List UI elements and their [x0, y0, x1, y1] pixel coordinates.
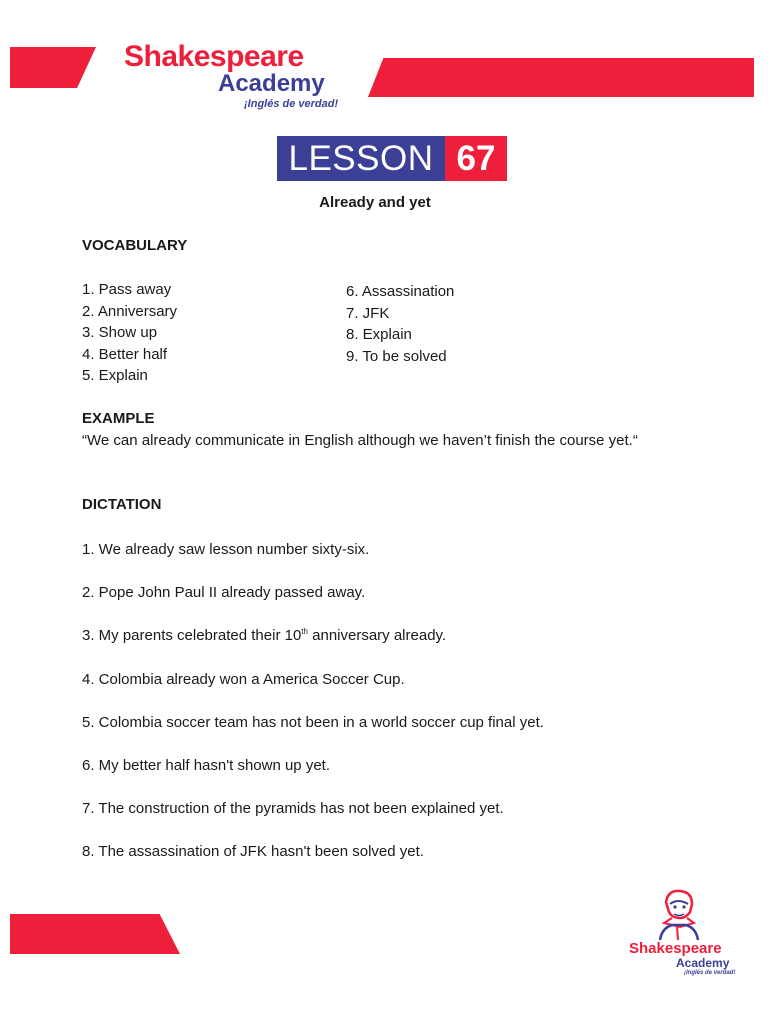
vocabulary-list-left: [82, 279, 177, 387]
header-logo: [124, 40, 339, 114]
dictation-item-text-end: anniversary already.: [307, 627, 447, 644]
dictation-item: 2. Pope John Paul II already passed away.: [82, 584, 366, 601]
bottom-left-red-band: [10, 914, 180, 954]
logo-tagline: ¡Inglés de verdad!: [244, 98, 339, 110]
top-right-red-band: [368, 58, 754, 97]
dictation-item: 8. The assassination of JFK hasn't been solved yet.: [82, 843, 424, 860]
dictation-item: 4. Colombia already won a America Soccer Cup.: [82, 671, 405, 688]
list-item: 7. JFK: [346, 304, 390, 322]
list-item: 1. Pass away: [82, 281, 172, 298]
footer-logo-academy: Academy: [676, 956, 730, 970]
footer-logo-shakespeare: Shakespeare: [629, 940, 722, 957]
footer-logo: [624, 888, 736, 980]
lesson-label: LESSON: [277, 136, 445, 181]
list-item: 8. Explain: [346, 326, 412, 344]
lesson-badge: [277, 136, 507, 181]
vocabulary-heading: VOCABULARY: [82, 237, 188, 254]
dictation-item: 5. Colombia soccer team has not been in a world soccer cup final yet.: [82, 714, 544, 731]
lesson-number: 67: [445, 136, 507, 181]
footer-logo-tagline: ¡Inglés de verdad!: [684, 970, 736, 976]
logo-name-academy: Academy: [218, 70, 325, 97]
example-sentence: “We can already communicate in English although we haven’t finish the course yet.“: [82, 432, 638, 449]
ordinal-suffix: th: [301, 627, 308, 636]
list-item: 6. Assassination: [346, 283, 455, 300]
dictation-item: 6. My better half hasn't shown up yet.: [82, 757, 330, 774]
vocabulary-list-right: [346, 281, 454, 367]
dictation-heading: DICTATION: [82, 496, 162, 513]
list-item: 2. Anniversary: [82, 302, 178, 320]
list-item: 3. Show up: [82, 324, 158, 342]
logo-name-shakespeare: Shakespeare: [124, 40, 304, 73]
dictation-item: [82, 625, 446, 647]
list-item: 5. Explain: [82, 367, 148, 385]
list-item: 4. Better half: [82, 345, 168, 363]
top-left-red-band: [10, 47, 96, 88]
dictation-item: 7. The construction of the pyramids has not been explained yet.: [82, 800, 504, 817]
list-item: 9. To be solved: [346, 347, 447, 365]
dictation-item-text: 3. My parents celebrated their 10: [82, 627, 302, 644]
lesson-topic: Already and yet: [319, 194, 431, 211]
dictation-item: 1. We already saw lesson number sixty-six.: [82, 541, 370, 558]
shakespeare-bust-icon: [650, 888, 706, 940]
example-heading: EXAMPLE: [82, 410, 155, 427]
